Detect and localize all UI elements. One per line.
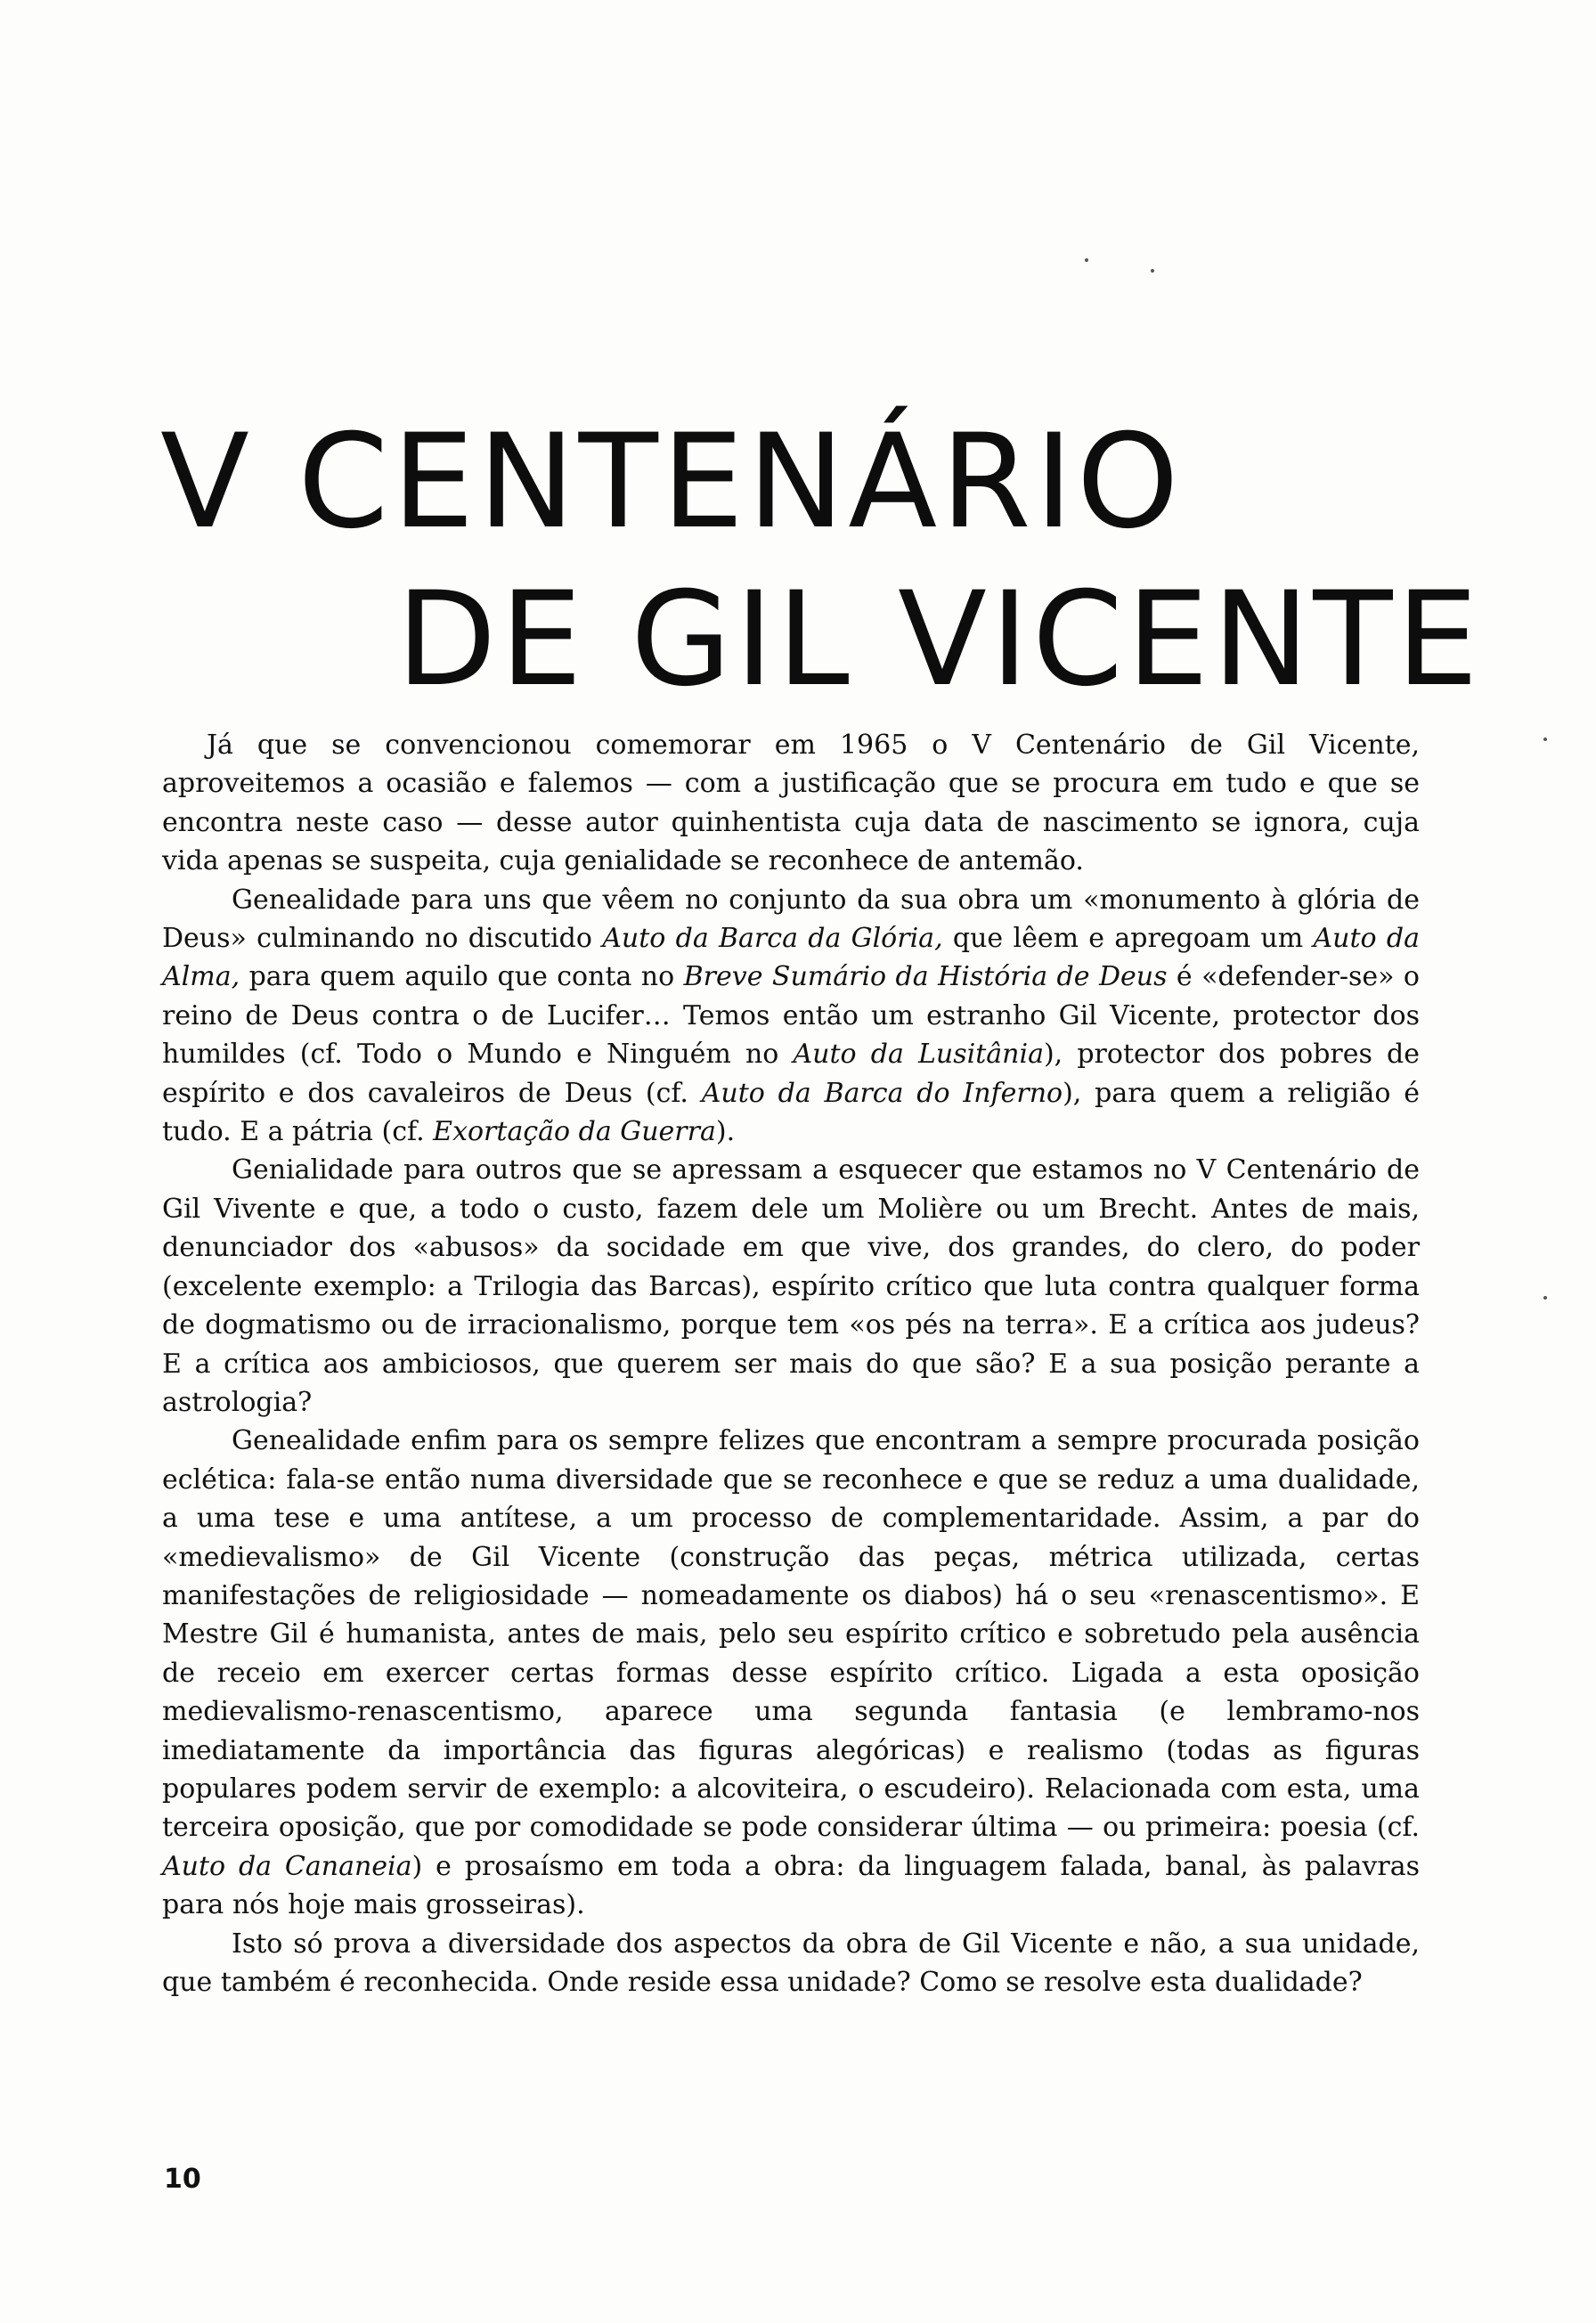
text-run: Genealidade enfim para os sempre felizes que encontram a sempre procurada posição eclética: fala-se então numa diversidade que se reconhece e que se reduz a uma dualidade, a uma tese e uma antítese, a um processo de complementaridade. Assim, a par do «medievalismo» de Gil Vicente (construção das peças, métrica utilizada, certas manifestações de religiosidade — nomeadamente os diabos) há o seu «renascentismo». E Mestre Gil é humanista, antes de mais, pelo seu espírito crítico e sobretudo pela ausência de receio em exercer certas formas desse espírito crítico. Ligada a esta oposição medievalismo-renascentismo, aparece uma segunda fantasia (e lembramo-nos imediatamente da importância das figuras alegóricas) e realismo (todas as figuras populares podem servir de exemplo: a alcoviteira, o escudeiro). Relacionada com esta, uma terceira oposição, que por comodidade se pode considerar última — ou primeira: poesia (cf. xyxy=(162,1425,1420,1844)
text-run: ). xyxy=(715,1116,736,1148)
text-run: Genialidade para outros que se apressam a esquecer que estamos no V Centenário de Gil Vivente e que, a todo o custo, fazem dele um Molière ou um Brecht. Antes de mais, denunciador dos «abusos» da socidade em que vive, dos grandes, do clero, do poder (excelente exemplo: a Trilogia das Barcas), espírito crítico que luta contra qualquer forma de dogmatismo ou de irracionalismo, porque tem «os pés na terra». E a crítica aos judeus? E a crítica aos ambiciosos, que querem ser mais do que são? E a sua posição perante a astrologia? xyxy=(162,1154,1420,1418)
title-line-1: V CENTENÁRIO xyxy=(160,406,1183,558)
text-run: para quem aquilo que conta no xyxy=(240,961,684,993)
text-run: ) e prosaísmo em toda a obra: da linguagem falada, banal, às palavras para nós hoje mais grosseiras). xyxy=(162,1850,1420,1921)
article-body xyxy=(162,726,1420,2001)
text-run: ), protector dos pobres de espírito e dos cavaleiros de Deus (cf. xyxy=(162,1039,1421,1109)
text-run: Genealidade para uns que vêem no conjunto da sua obra um «monumento à glória de Deus» culminando no discutido xyxy=(162,884,1420,955)
text-run: Já que se convencionou comemorar em 1965 o V Centenário de Gil Vicente, aproveitemos a ocasião e falemos — com a justificação que se procura em tudo e que se encontra neste caso — desse autor quinhentista cuja data de nascimento se ignora, cuja vida apenas se suspeita, cuja genialidade se reconhece de antemão. xyxy=(162,730,1420,877)
text-run: que lêem e apregoam um xyxy=(942,923,1314,955)
italic-title: Exortação da Guerra xyxy=(433,1116,716,1148)
paragraph-4 xyxy=(162,1422,1420,1924)
italic-title: Auto da Lusitânia xyxy=(793,1039,1044,1071)
scan-speck xyxy=(1543,1296,1547,1300)
italic-title: Auto da Cananeia xyxy=(162,1850,412,1882)
scan-speck xyxy=(1151,269,1154,273)
italic-title: Auto da Barca da Glória, xyxy=(602,923,943,955)
text-run: Isto só prova a diversidade dos aspectos da obra de Gil Vicente e não, a sua unidade, que também é reconhecida. Onde reside essa unidade? Como se resolve esta dualidade? xyxy=(162,1928,1420,1998)
italic-title: Breve Sumário da História de Deus xyxy=(683,961,1168,993)
title-line-2: DE GIL VICENTE xyxy=(396,564,1482,715)
scan-speck xyxy=(1085,258,1088,262)
paragraph-5 xyxy=(162,1925,1420,2002)
page-number: 10 xyxy=(164,2164,201,2195)
text-run: é «defender-se» o reino de Deus contra o de Lucifer… Temos então um estranho Gil Vicente, protector dos humildes (cf. Todo o Mundo e Ninguém no xyxy=(162,961,1420,1071)
paragraph-1 xyxy=(162,726,1420,881)
italic-title: Auto da Alma, xyxy=(162,923,1420,993)
scan-speck xyxy=(1543,738,1547,741)
paragraph-2 xyxy=(162,881,1420,1152)
text-run: ), para quem a religião é tudo. E a pátria (cf. xyxy=(162,1077,1420,1148)
italic-title: Auto da Barca do Inferno xyxy=(701,1077,1063,1109)
paragraph-3 xyxy=(162,1151,1420,1422)
